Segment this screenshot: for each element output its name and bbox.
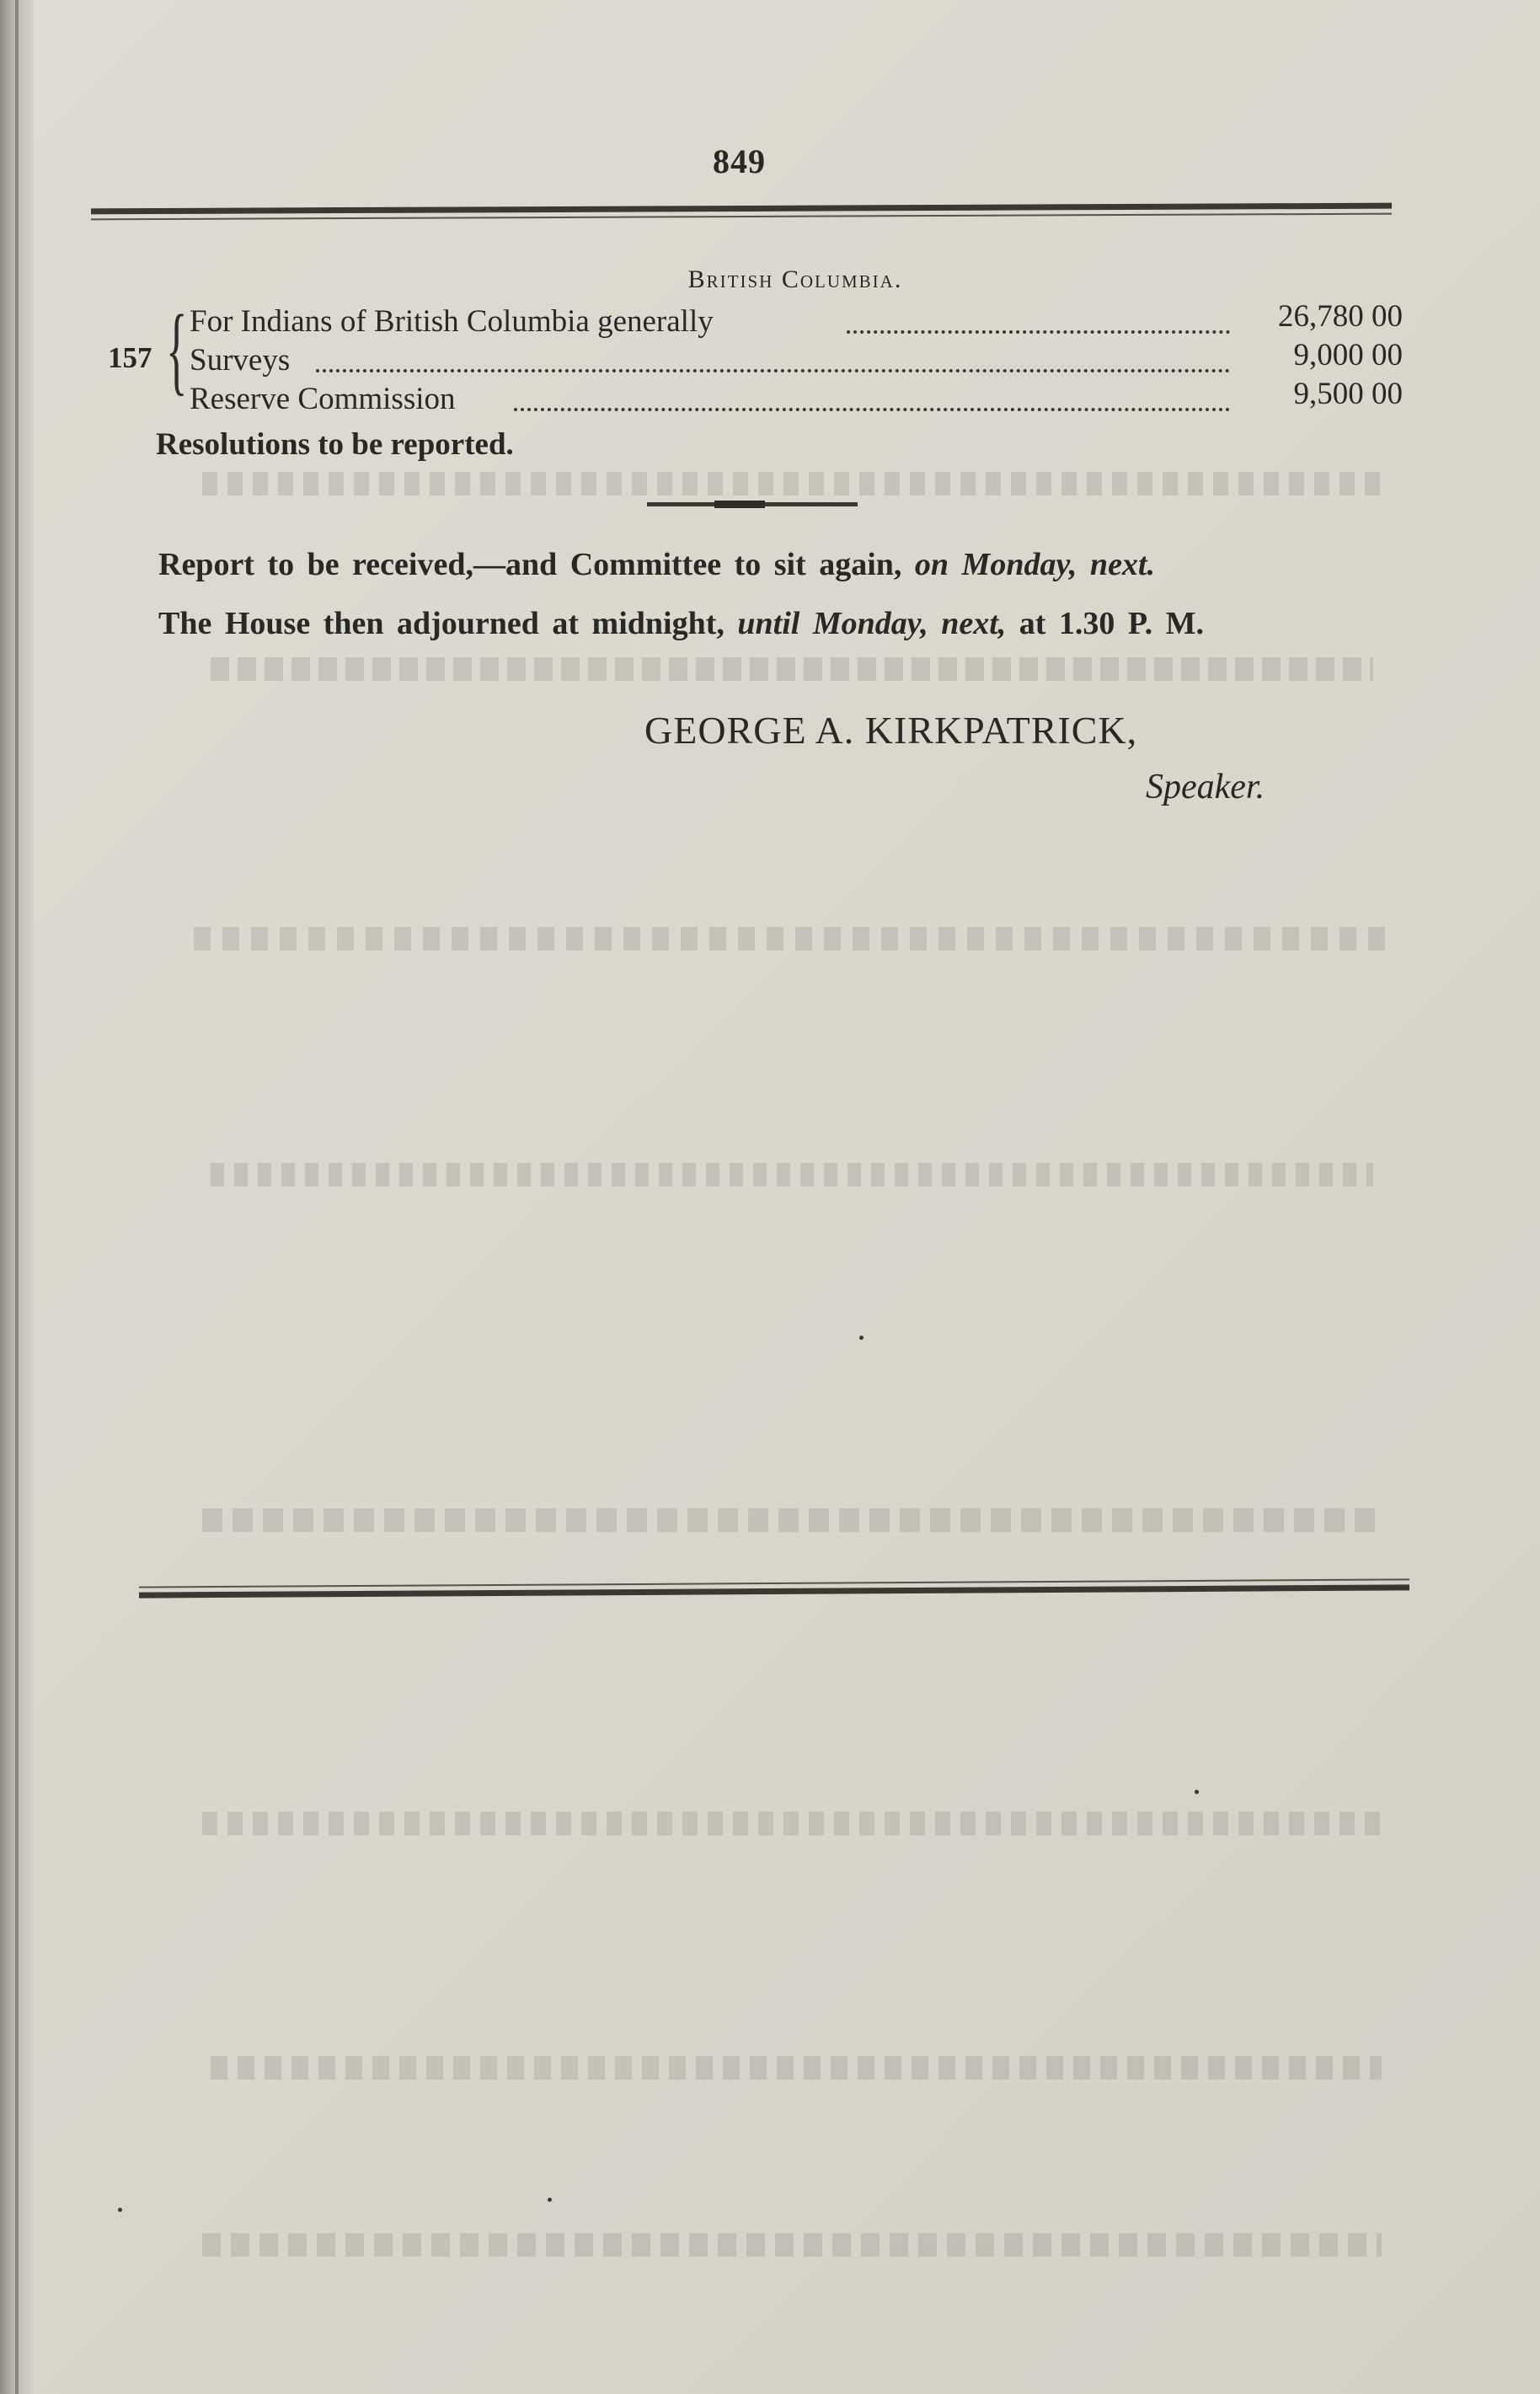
- section-heading: British Columbia.: [687, 265, 903, 293]
- adjournment-date: until Monday, next,: [737, 606, 1007, 641]
- grouping-brace: {: [166, 294, 188, 404]
- bleed-through-text: [202, 2233, 1382, 2257]
- estimate-label: Reserve Commission: [190, 382, 456, 416]
- estimate-label: For Indians of British Columbia generally: [190, 304, 714, 339]
- item-number: 157: [108, 341, 152, 374]
- bleed-through-text: [202, 1812, 1390, 1835]
- report-line: [158, 546, 1155, 583]
- bleed-through-text: [202, 472, 1382, 495]
- report-text: Report to be received,—and Committee to sit again,: [158, 547, 902, 582]
- adjournment-time: at 1.30 P. M.: [1019, 606, 1205, 641]
- book-spine-line: [15, 0, 19, 2394]
- bleed-through-text: [211, 2056, 1382, 2080]
- speaker-signature: GEORGE A. KIRKPATRICK,: [644, 709, 1138, 752]
- adjournment-text: The House then adjourned at midnight,: [158, 606, 725, 641]
- estimate-label: Surveys: [190, 343, 291, 378]
- leader-dots: [316, 356, 1230, 372]
- estimate-row: [190, 338, 1403, 381]
- resolutions-note: Resolutions to be reported.: [156, 427, 514, 462]
- ink-speck: [1195, 1790, 1199, 1794]
- bleed-through-text: [194, 927, 1390, 951]
- bleed-through-text: [211, 657, 1373, 681]
- ink-speck: [118, 2208, 122, 2212]
- estimate-amount: 26,780 00: [1278, 299, 1403, 334]
- leader-dots: [514, 394, 1230, 411]
- ink-speck: [548, 2198, 552, 2202]
- report-date: on Monday, next.: [914, 547, 1155, 582]
- estimate-row: [190, 377, 1403, 420]
- estimate-row: [190, 299, 1403, 342]
- section-divider: [647, 502, 858, 506]
- speaker-title: Speaker.: [1146, 768, 1265, 806]
- leader-dots: [847, 317, 1230, 334]
- page-number: 849: [713, 142, 766, 180]
- bleed-through-text: [202, 1508, 1382, 1532]
- estimate-amount: 9,500 00: [1293, 377, 1403, 411]
- estimate-amount: 9,000 00: [1293, 338, 1403, 372]
- ink-speck: [859, 1336, 864, 1340]
- bleed-through-text: [211, 1163, 1373, 1186]
- adjournment-line: [158, 605, 1204, 642]
